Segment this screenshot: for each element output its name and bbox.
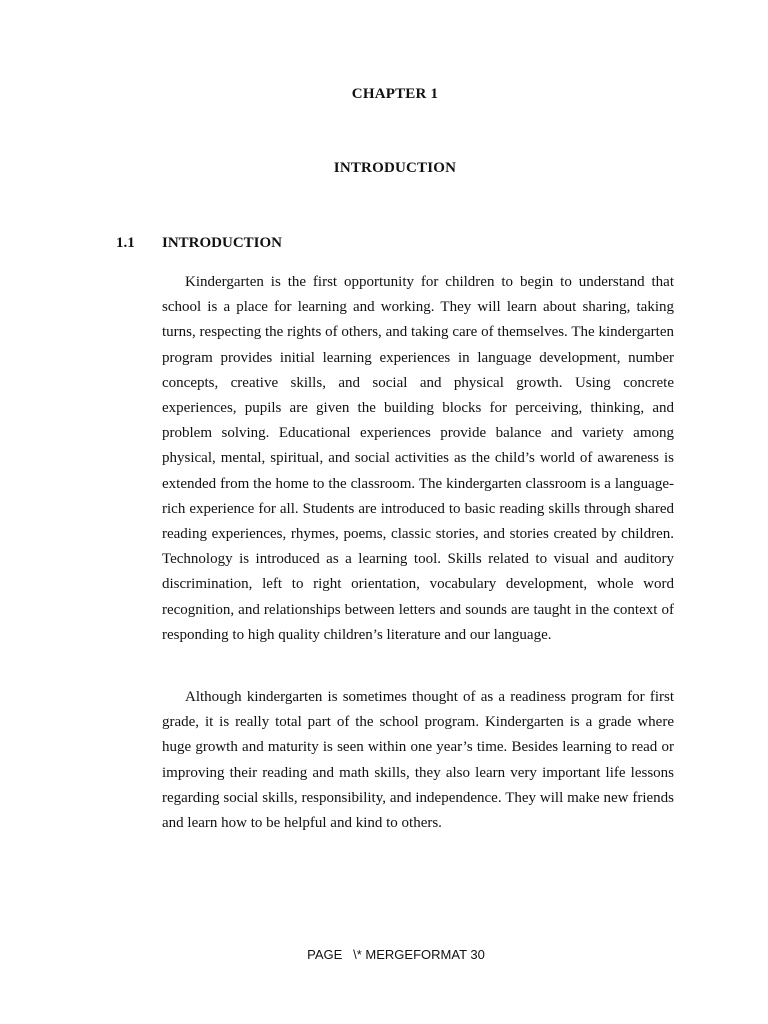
chapter-label: CHAPTER 1 xyxy=(351,86,439,102)
section-heading xyxy=(116,235,282,252)
paragraph-2-text: Although kindergarten is sometimes thought of as a readiness program for first grade, it is really total part of the school program. Kindergarten is a grade where huge growth and maturity is seen within one year’s time. Besides learning to read or improving their reading and math skills, they also learn very important life lessons regarding social skills, responsibility, and independence. They will make new friends and learn how to be helpful and kind to others. xyxy=(162,689,674,832)
paragraph-2 xyxy=(162,685,674,836)
paragraph-1 xyxy=(162,270,674,648)
paragraph-1-text: Kindergarten is the first opportunity for children to begin to understand that school is a place for learning and working. They will learn about sharing, taking turns, respecting the rights of others, and taking care of themselves. The kindergarten program provides initial learning experiences in language development, number concepts, creative skills, and social and physical growth. Using concrete experiences, pupils are given the building blocks for perceiving, thinking, and problem solving. Educational experiences provide balance and variety among physical, mental, spiritual, and social activities as the child’s world of awareness is extended from the home to the classroom. The kindergarten classroom is a language-rich experience for all. Students are introduced to basic reading skills through shared reading experiences, rhymes, poems, classic stories, and stories created by children. Technology is introduced as a learning tool. Skills related to visual and auditory discrimination, left to right orientation, vocabulary development, whole word recognition, and relationships between letters and sounds are taught in the context of responding to high quality children’s literature and our language. xyxy=(162,274,674,643)
section-number: 1.1 xyxy=(116,235,135,251)
section-title: INTRODUCTION xyxy=(162,235,283,251)
chapter-title: INTRODUCTION xyxy=(333,160,457,176)
page-footer: PAGE \* MERGEFORMAT 30 xyxy=(307,947,485,962)
